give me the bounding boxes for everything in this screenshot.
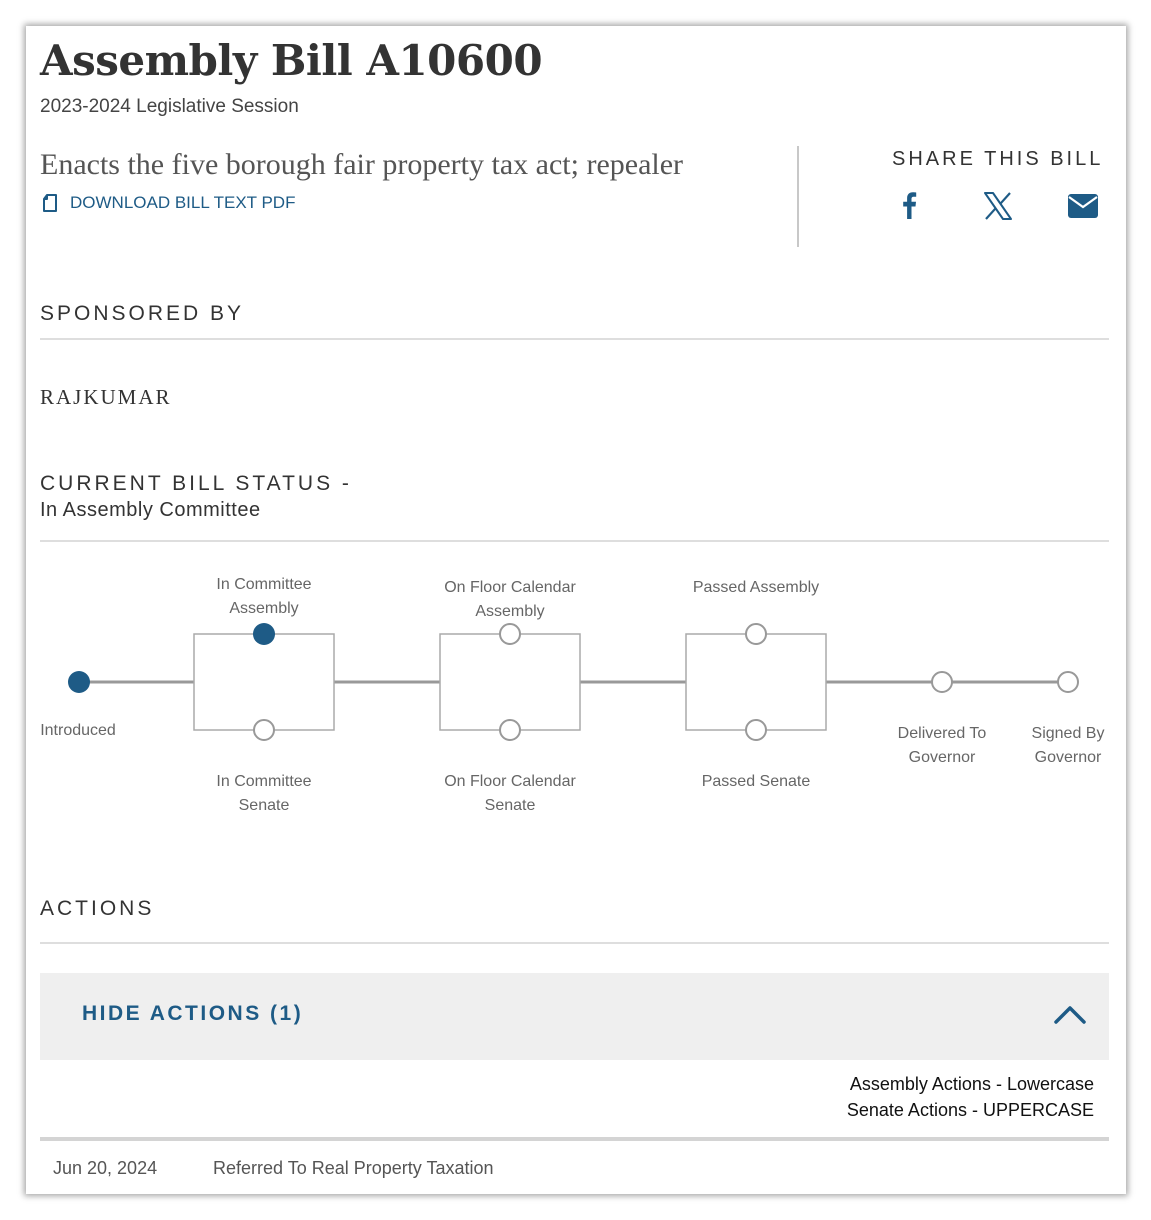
floor-senate-node	[500, 720, 520, 740]
stage-label-committee-assembly: In Committee Assembly	[216, 576, 312, 617]
divider	[40, 338, 1109, 340]
legislative-session: 2023-2024 Legislative Session	[40, 96, 299, 117]
envelope-icon[interactable]	[1067, 192, 1099, 220]
legend-senate: Senate Actions - UPPERCASE	[846, 1100, 1094, 1120]
delivered-node	[932, 672, 952, 692]
passed-assembly-node	[746, 624, 766, 644]
hide-actions-toggle[interactable]	[40, 973, 1109, 1060]
actions-heading: ACTIONS	[40, 897, 155, 920]
document-icon	[40, 193, 60, 213]
share-divider	[797, 146, 799, 247]
legend-assembly: Assembly Actions - Lowercase	[849, 1074, 1094, 1094]
divider	[40, 942, 1109, 944]
stage-label-floor-assembly: On Floor Calendar Assembly	[444, 579, 576, 620]
facebook-icon[interactable]	[896, 189, 922, 221]
stage-label-introduced: Introduced	[40, 722, 116, 739]
passed-box	[686, 634, 826, 730]
committee-assembly-node	[253, 623, 275, 645]
sponsored-by-heading: SPONSORED BY	[40, 302, 245, 325]
share-title: SHARE THIS BILL	[892, 148, 1104, 170]
status-timeline	[26, 566, 1126, 806]
chevron-up-icon	[1053, 1003, 1087, 1030]
passed-senate-node	[746, 720, 766, 740]
stage-label-delivered: Delivered To Governor	[897, 725, 987, 766]
signed-node	[1058, 672, 1078, 692]
bill-summary: Enacts the five borough fair property tax act; repealer	[40, 148, 684, 181]
actions-divider	[40, 1137, 1109, 1141]
hide-actions-label: HIDE ACTIONS (1)	[82, 1002, 304, 1025]
sponsor-name[interactable]: RAJKUMAR	[40, 385, 172, 409]
download-pdf-label: DOWNLOAD BILL TEXT PDF	[70, 193, 296, 212]
committee-senate-node	[254, 720, 274, 740]
stage-label-passed-senate: Passed Senate	[701, 773, 811, 790]
floor-assembly-node	[500, 624, 520, 644]
download-pdf-link[interactable]	[40, 193, 295, 213]
stage-label-committee-senate: In Committee Senate	[216, 773, 312, 814]
current-status-value: In Assembly Committee	[40, 499, 261, 521]
stage-label-floor-senate: On Floor Calendar Senate	[444, 773, 576, 814]
actions-legend	[847, 1071, 1094, 1123]
stage-label-passed-assembly: Passed Assembly	[692, 579, 820, 596]
floor-calendar-box	[440, 634, 580, 730]
divider	[40, 540, 1109, 542]
action-text: Referred To Real Property Taxation	[213, 1158, 494, 1178]
committee-box	[194, 634, 334, 730]
introduced-node	[68, 671, 90, 693]
bill-title: Assembly Bill A10600	[40, 36, 543, 85]
bill-card	[26, 26, 1126, 1194]
stage-label-signed: Signed By Governor	[1031, 725, 1105, 766]
current-status-heading: CURRENT BILL STATUS -	[40, 472, 352, 495]
x-icon[interactable]	[982, 190, 1014, 222]
action-date: Jun 20, 2024	[53, 1158, 158, 1178]
